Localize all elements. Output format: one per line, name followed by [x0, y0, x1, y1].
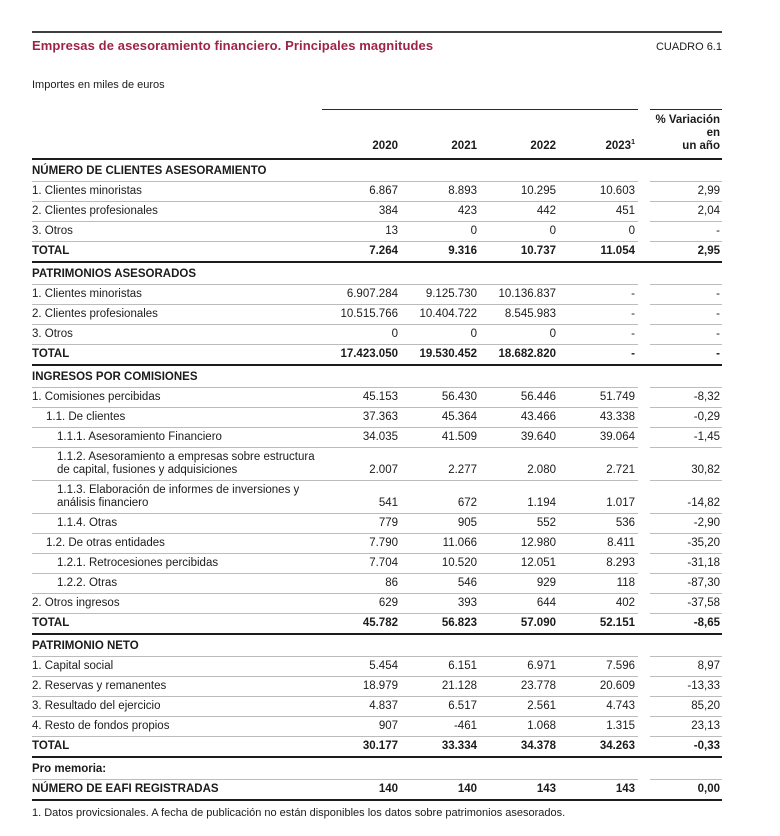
column-gap	[638, 325, 650, 345]
table-row	[32, 325, 722, 345]
column-gap	[638, 388, 650, 408]
table-row	[32, 481, 722, 514]
cell-2023: -	[559, 325, 638, 345]
cell-2022: 143	[480, 780, 559, 801]
cell-2022: 2.080	[480, 448, 559, 481]
cell-2023: 7.596	[559, 657, 638, 677]
column-header-row	[32, 110, 722, 160]
cell-variation: -31,18	[650, 554, 722, 574]
cell-variation: -	[650, 325, 722, 345]
cell-2023: 451	[559, 202, 638, 222]
cell-2022: 1.068	[480, 717, 559, 737]
row-label: 1.1.2. Asesoramiento a empresas sobre estructura de capital, fusiones y adquisiciones	[32, 448, 322, 481]
cell-2020: 86	[322, 574, 401, 594]
cell-2023: 8.411	[559, 534, 638, 554]
cell-2020: 6.867	[322, 182, 401, 202]
cell-2022: 10.295	[480, 182, 559, 202]
title-row	[32, 38, 722, 53]
cell-2020: 37.363	[322, 408, 401, 428]
cell-2023: -	[559, 285, 638, 305]
cell-2023: 8.293	[559, 554, 638, 574]
cell-2021: 9.125.730	[401, 285, 480, 305]
cell-variation: -	[650, 305, 722, 325]
row-label: 4. Resto de fondos propios	[32, 717, 322, 737]
variation-label-line1: % Variación en	[655, 114, 720, 139]
label-column-header	[32, 110, 322, 160]
cell-2022: 442	[480, 202, 559, 222]
cell-variation: -8,65	[650, 614, 722, 635]
column-gap	[638, 222, 650, 242]
table-row	[32, 677, 722, 697]
cell-variation: -0,29	[650, 408, 722, 428]
cell-2022: 23.778	[480, 677, 559, 697]
cell-2021: 56.823	[401, 614, 480, 635]
table-row	[32, 408, 722, 428]
cell-variation: 2,99	[650, 182, 722, 202]
cell-variation: -14,82	[650, 481, 722, 514]
table-row	[32, 554, 722, 574]
section-header-label: INGRESOS POR COMISIONES	[32, 365, 638, 388]
column-gap	[638, 182, 650, 202]
col-header-2023	[559, 110, 638, 160]
variation-label-line2: un año	[682, 140, 720, 152]
cell-2020: 30.177	[322, 737, 401, 758]
table-row	[32, 594, 722, 614]
cell-2021: 2.277	[401, 448, 480, 481]
cell-2020: 0	[322, 325, 401, 345]
cell-2022: 2.561	[480, 697, 559, 717]
row-label: TOTAL	[32, 242, 322, 263]
row-label: 1.1. De clientes	[32, 408, 322, 428]
cell-2021: 393	[401, 594, 480, 614]
row-label: 1.1.3. Elaboración de informes de inversiones y análisis financiero	[32, 481, 322, 514]
cell-2020: 4.837	[322, 697, 401, 717]
section-header-label: PATRIMONIO NETO	[32, 634, 638, 657]
row-label: NÚMERO DE EAFI REGISTRADAS	[32, 780, 322, 801]
cell-2020: 6.907.284	[322, 285, 401, 305]
cell-2022: 10.737	[480, 242, 559, 263]
cell-2022: 56.446	[480, 388, 559, 408]
cell-variation: 2,04	[650, 202, 722, 222]
row-label: 3. Resultado del ejercicio	[32, 697, 322, 717]
cell-2020: 541	[322, 481, 401, 514]
cell-2022: 552	[480, 514, 559, 534]
cell-2020: 5.454	[322, 657, 401, 677]
row-label: 1.1.1. Asesoramiento Financiero	[32, 428, 322, 448]
page-title: Empresas de asesoramiento financiero. Principales magnitudes	[32, 38, 434, 53]
column-gap	[638, 737, 650, 758]
cell-variation: -87,30	[650, 574, 722, 594]
table-row	[32, 717, 722, 737]
table-row	[32, 182, 722, 202]
cell-2023: -	[559, 305, 638, 325]
cell-2021: -461	[401, 717, 480, 737]
row-label: 3. Otros	[32, 325, 322, 345]
cell-2021: 905	[401, 514, 480, 534]
column-gap	[638, 242, 650, 263]
column-gap	[638, 428, 650, 448]
col-header-2022	[480, 110, 559, 160]
cell-2022: 12.980	[480, 534, 559, 554]
cell-2020: 34.035	[322, 428, 401, 448]
col-header-variation	[650, 110, 722, 160]
cell-2023: -	[559, 345, 638, 366]
cell-variation: 30,82	[650, 448, 722, 481]
column-gap	[638, 514, 650, 534]
cell-2023: 43.338	[559, 408, 638, 428]
cell-variation: 0,00	[650, 780, 722, 801]
footnote: 1. Datos provicsionales. A fecha de publicación no están disponibles los datos sobre patrimonios asesorados.	[32, 807, 566, 819]
units-note: Importes en miles de euros	[32, 79, 165, 91]
column-gap	[638, 481, 650, 514]
cell-2021: 56.430	[401, 388, 480, 408]
row-label: 1. Capital social	[32, 657, 322, 677]
cell-2020: 7.790	[322, 534, 401, 554]
cell-variation	[650, 159, 722, 182]
year-label: 2023	[605, 140, 632, 152]
cell-2023: 1.315	[559, 717, 638, 737]
cell-2023: 4.743	[559, 697, 638, 717]
cell-2020: 7.264	[322, 242, 401, 263]
cell-2023: 34.263	[559, 737, 638, 758]
cell-variation	[650, 365, 722, 388]
column-gap	[638, 634, 650, 657]
total-row	[32, 242, 722, 263]
cell-2021: 11.066	[401, 534, 480, 554]
section-header-row	[32, 262, 722, 285]
row-label: 1. Clientes minoristas	[32, 285, 322, 305]
cell-2021: 19.530.452	[401, 345, 480, 366]
cell-variation	[650, 757, 722, 780]
cell-2022: 929	[480, 574, 559, 594]
column-gap	[638, 757, 650, 780]
row-label: 1.2. De otras entidades	[32, 534, 322, 554]
section-header-label: Pro memoria:	[32, 757, 638, 780]
cell-2022: 12.051	[480, 554, 559, 574]
cell-2023: 118	[559, 574, 638, 594]
cell-2020: 7.704	[322, 554, 401, 574]
cell-variation: -2,90	[650, 514, 722, 534]
column-gap	[638, 285, 650, 305]
row-label: 1.2.1. Retrocesiones percibidas	[32, 554, 322, 574]
table-row	[32, 697, 722, 717]
column-gap	[638, 657, 650, 677]
table-row	[32, 305, 722, 325]
table-row	[32, 448, 722, 481]
cell-variation: -37,58	[650, 594, 722, 614]
column-gap	[638, 574, 650, 594]
cell-2022: 18.682.820	[480, 345, 559, 366]
top-rule	[32, 31, 722, 33]
section-header-label: NÚMERO DE CLIENTES ASESORAMIENTO	[32, 159, 638, 182]
cell-2021: 10.404.722	[401, 305, 480, 325]
cell-variation: 8,97	[650, 657, 722, 677]
column-gap	[638, 159, 650, 182]
main-table	[32, 109, 722, 801]
table-row	[32, 534, 722, 554]
column-gap	[638, 717, 650, 737]
cell-2023: 10.603	[559, 182, 638, 202]
cell-2023: 20.609	[559, 677, 638, 697]
row-label: 2. Clientes profesionales	[32, 202, 322, 222]
cell-2021: 0	[401, 222, 480, 242]
cell-2023: 52.151	[559, 614, 638, 635]
year-label: 2022	[530, 140, 556, 152]
col-header-2021	[401, 110, 480, 160]
column-gap	[638, 202, 650, 222]
table-number: CUADRO 6.1	[655, 41, 722, 53]
column-gap	[638, 345, 650, 366]
row-label: 2. Reservas y remanentes	[32, 677, 322, 697]
cell-2022: 39.640	[480, 428, 559, 448]
cell-2021: 9.316	[401, 242, 480, 263]
cell-2020: 17.423.050	[322, 345, 401, 366]
cell-2023: 0	[559, 222, 638, 242]
row-label: 1. Clientes minoristas	[32, 182, 322, 202]
section-header-row	[32, 365, 722, 388]
section-header-row	[32, 159, 722, 182]
row-label: 3. Otros	[32, 222, 322, 242]
row-label: 2. Clientes profesionales	[32, 305, 322, 325]
row-label: TOTAL	[32, 737, 322, 758]
cell-2022: 57.090	[480, 614, 559, 635]
cell-2022: 10.136.837	[480, 285, 559, 305]
cell-2022: 644	[480, 594, 559, 614]
total-row	[32, 780, 722, 801]
cell-2021: 0	[401, 325, 480, 345]
cell-variation: -0,33	[650, 737, 722, 758]
cell-2021: 546	[401, 574, 480, 594]
cell-2023: 402	[559, 594, 638, 614]
table-row	[32, 574, 722, 594]
column-gap	[638, 697, 650, 717]
cell-2021: 10.520	[401, 554, 480, 574]
cell-2021: 33.334	[401, 737, 480, 758]
cell-2020: 629	[322, 594, 401, 614]
cell-2022: 34.378	[480, 737, 559, 758]
cell-2020: 13	[322, 222, 401, 242]
footnote-marker: 1	[631, 139, 635, 147]
cell-2020: 140	[322, 780, 401, 801]
cell-2021: 8.893	[401, 182, 480, 202]
cell-2022: 8.545.983	[480, 305, 559, 325]
table-row	[32, 285, 722, 305]
cell-2021: 6.517	[401, 697, 480, 717]
cell-2020: 18.979	[322, 677, 401, 697]
year-label: 2020	[372, 140, 398, 152]
column-gap	[638, 408, 650, 428]
cell-2021: 423	[401, 202, 480, 222]
column-gap	[638, 534, 650, 554]
cell-2023: 536	[559, 514, 638, 534]
row-label: 1.1.4. Otras	[32, 514, 322, 534]
cell-2022: 43.466	[480, 408, 559, 428]
section-header-label: PATRIMONIOS ASESORADOS	[32, 262, 638, 285]
row-label: TOTAL	[32, 614, 322, 635]
cell-2020: 10.515.766	[322, 305, 401, 325]
column-gap	[638, 365, 650, 388]
total-row	[32, 737, 722, 758]
column-gap	[638, 110, 650, 160]
cell-2020: 45.782	[322, 614, 401, 635]
table-body	[32, 159, 722, 800]
cell-2021: 672	[401, 481, 480, 514]
cell-2022: 6.971	[480, 657, 559, 677]
column-gap	[638, 305, 650, 325]
cell-2023: 51.749	[559, 388, 638, 408]
cell-2020: 779	[322, 514, 401, 534]
cell-2021: 45.364	[401, 408, 480, 428]
table-row	[32, 514, 722, 534]
cell-variation: -13,33	[650, 677, 722, 697]
cell-2020: 45.153	[322, 388, 401, 408]
cell-2021: 21.128	[401, 677, 480, 697]
column-gap	[638, 677, 650, 697]
column-gap	[638, 614, 650, 635]
cell-variation: -35,20	[650, 534, 722, 554]
cell-variation: -	[650, 285, 722, 305]
cell-variation	[650, 634, 722, 657]
cell-variation: -	[650, 345, 722, 366]
cell-variation: -	[650, 222, 722, 242]
cell-2020: 384	[322, 202, 401, 222]
cell-2020: 907	[322, 717, 401, 737]
table-row	[32, 428, 722, 448]
cell-variation: 85,20	[650, 697, 722, 717]
cell-variation: -8,32	[650, 388, 722, 408]
section-header-row	[32, 757, 722, 780]
cell-variation: 23,13	[650, 717, 722, 737]
table-row	[32, 657, 722, 677]
row-label: 2. Otros ingresos	[32, 594, 322, 614]
cell-2020: 2.007	[322, 448, 401, 481]
section-header-row	[32, 634, 722, 657]
table-row	[32, 202, 722, 222]
report-page	[32, 31, 722, 819]
row-label: 1.2.2. Otras	[32, 574, 322, 594]
cell-2021: 41.509	[401, 428, 480, 448]
total-row	[32, 614, 722, 635]
cell-2022: 1.194	[480, 481, 559, 514]
cell-2023: 11.054	[559, 242, 638, 263]
row-label: TOTAL	[32, 345, 322, 366]
cell-2021: 6.151	[401, 657, 480, 677]
column-gap	[638, 554, 650, 574]
cell-variation	[650, 262, 722, 285]
cell-2021: 140	[401, 780, 480, 801]
table-row	[32, 388, 722, 408]
cell-2023: 39.064	[559, 428, 638, 448]
column-gap	[638, 262, 650, 285]
row-label: 1. Comisiones percibidas	[32, 388, 322, 408]
table-row	[32, 222, 722, 242]
cell-2023: 1.017	[559, 481, 638, 514]
cell-2022: 0	[480, 222, 559, 242]
year-label: 2021	[451, 140, 477, 152]
cell-variation: -1,45	[650, 428, 722, 448]
column-gap	[638, 594, 650, 614]
cell-variation: 2,95	[650, 242, 722, 263]
column-gap	[638, 448, 650, 481]
cell-2022: 0	[480, 325, 559, 345]
cell-2023: 143	[559, 780, 638, 801]
column-gap	[638, 780, 650, 801]
cell-2023: 2.721	[559, 448, 638, 481]
col-header-2020	[322, 110, 401, 160]
total-row	[32, 345, 722, 366]
